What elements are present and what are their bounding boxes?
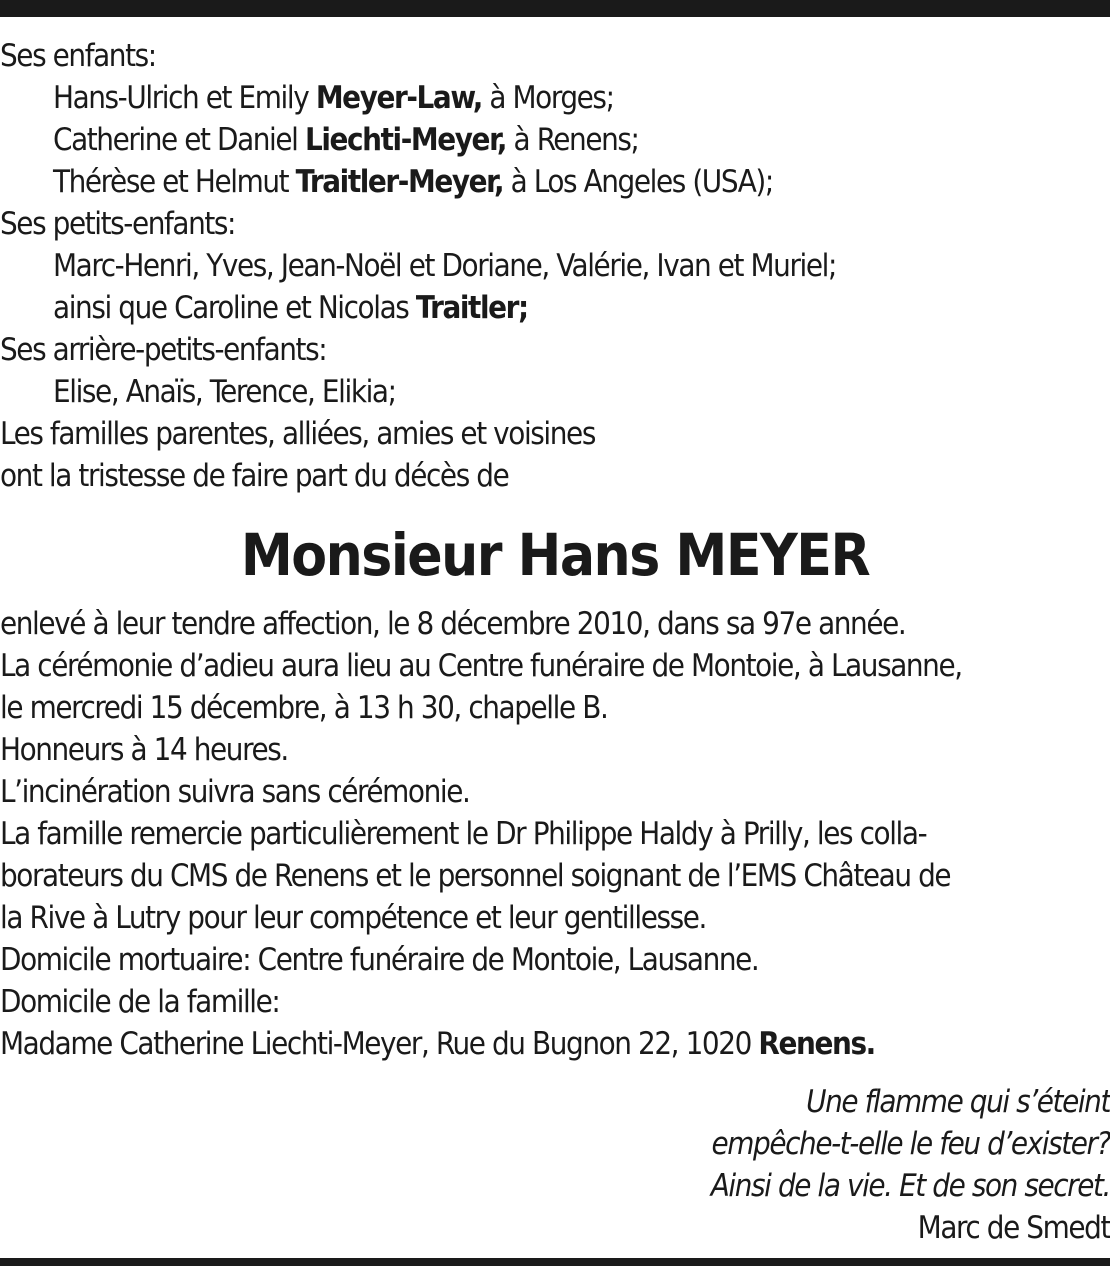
body-line: la Rive à Lutry pour leur compétence et leur gentillesse. (0, 900, 706, 936)
deceased-name-heading: Monsieur Hans MEYER (240, 521, 870, 589)
poem-author: Marc de Smedt (917, 1210, 1110, 1246)
great-grandchildren-list: Elise, Anaïs, Terence, Elikia; (53, 374, 396, 410)
child-names: Catherine et Daniel (53, 122, 298, 158)
poem-line: Ainsi de la vie. Et de son secret. (710, 1168, 1110, 1204)
announcement-line: ont la tristesse de faire part du décès de (0, 458, 509, 494)
ceremony-details (0, 603, 1110, 1065)
body-line: borateurs du CMS de Renens et le personnel soignant de l’EMS Château de (0, 858, 951, 894)
body-line: le mercredi 15 décembre, à 13 h 30, chapelle B. (0, 690, 608, 726)
child-entry (0, 77, 1110, 119)
body-line: L’incinération suivra sans cérémonie. (0, 774, 470, 810)
address-city: Renens. (758, 1026, 875, 1062)
poem-line: Une flamme qui s’éteint (806, 1084, 1110, 1120)
child-surname: Liechti-Meyer, (304, 122, 507, 158)
great-grandchildren-label: Ses arrière-petits-enfants: (0, 332, 327, 368)
family-address (0, 1023, 1110, 1065)
child-place: à Morges; (489, 80, 614, 116)
child-names: Thérèse et Helmut (53, 164, 289, 200)
child-entry (0, 161, 1110, 203)
grandchildren-surname: Traitler; (415, 290, 528, 326)
address-text: Madame Catherine Liechti-Meyer, Rue du Bugnon 22, 1020 (0, 1026, 751, 1062)
grandchildren-prefix: ainsi que Caroline et Nicolas (53, 290, 409, 326)
body-line: Domicile mortuaire: Centre funéraire de Montoie, Lausanne. (0, 942, 759, 978)
children-label: Ses enfants: (0, 38, 156, 74)
body-line: enlevé à leur tendre affection, le 8 décembre 2010, dans sa 97e année. (0, 606, 906, 642)
poem-quote (0, 1081, 1110, 1249)
obituary-notice (0, 35, 1110, 1249)
child-entry (0, 119, 1110, 161)
grandchildren-list-extra (0, 287, 1110, 329)
child-surname: Traitler-Meyer, (295, 164, 504, 200)
child-surname: Meyer-Law, (315, 80, 482, 116)
body-line: Domicile de la famille: (0, 984, 280, 1020)
child-place: à Renens; (513, 122, 639, 158)
poem-line: empêche-t-elle le feu d’exister? (711, 1126, 1110, 1162)
grandchildren-label: Ses petits-enfants: (0, 206, 236, 242)
relatives-line: Les familles parentes, alliées, amies et voisines (0, 416, 595, 452)
body-line: Honneurs à 14 heures. (0, 732, 288, 768)
grandchildren-list: Marc-Henri, Yves, Jean-Noël et Doriane, Valérie, Ivan et Muriel; (53, 248, 836, 284)
child-names: Hans-Ulrich et Emily (53, 80, 309, 116)
body-line: La famille remercie particulièrement le Dr Philippe Haldy à Prilly, les colla- (0, 816, 927, 852)
bottom-border-rule (0, 1258, 1110, 1266)
top-border-rule (0, 0, 1110, 17)
child-place: à Los Angeles (USA); (510, 164, 773, 200)
body-line: La cérémonie d’adieu aura lieu au Centre funéraire de Montoie, à Lausanne, (0, 648, 962, 684)
